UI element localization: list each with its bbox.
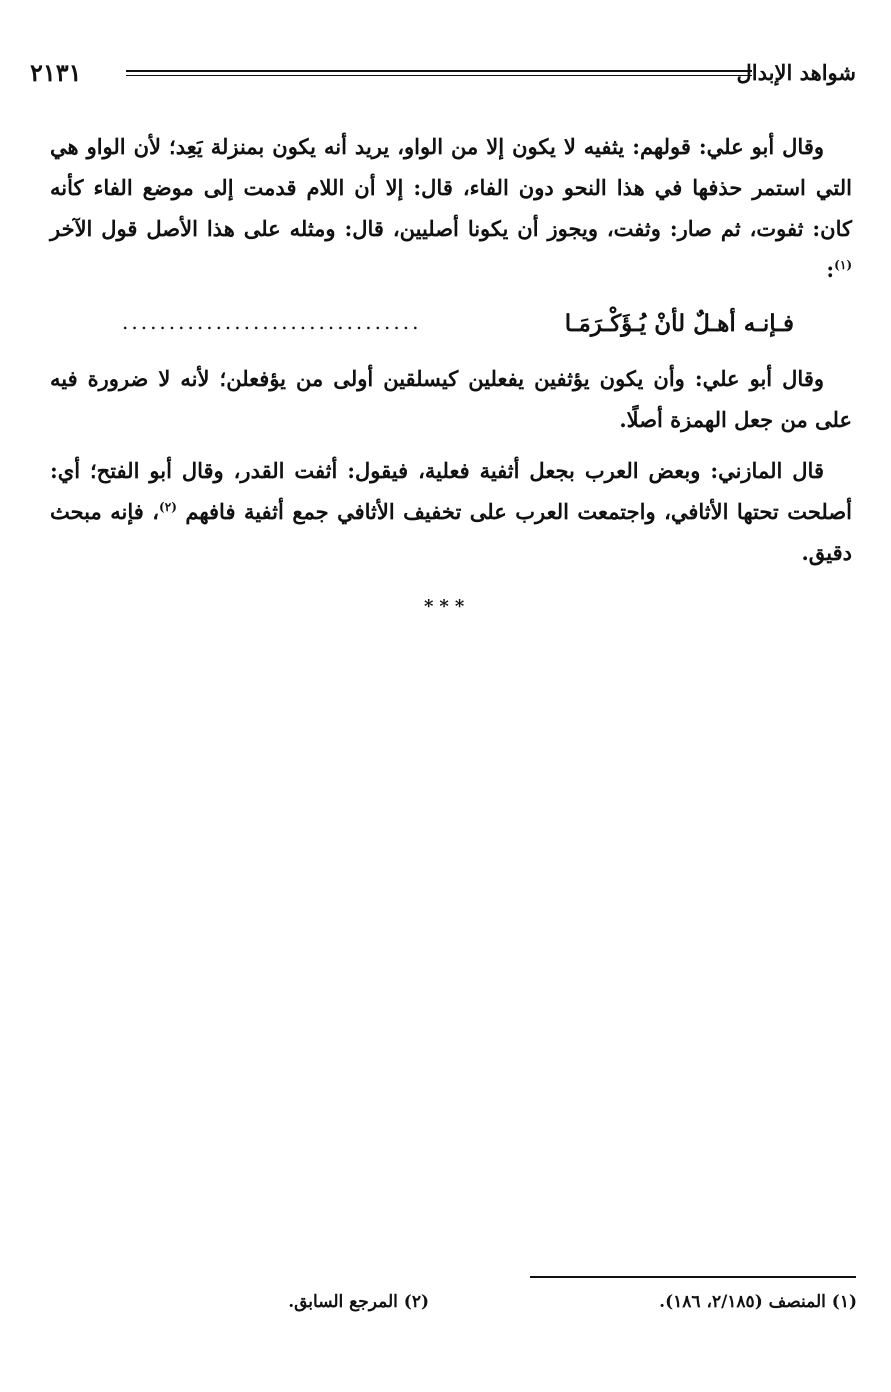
paragraph-text: قال المازني: وبعض العرب بجعل أثفية فعلية، فيقول: أثفت القدر، وقال أبو الفتح؛ أي: أصلحت تحتها الأثافي، واجتمعت العرب على تخفيف الأثافي جمع أثفية فافهم [50,458,853,524]
paragraph-mazini [50,450,852,573]
section-separator: *** [424,596,471,617]
paragraph-text-end: ، فإنه مبحث دقيق. [50,499,852,565]
footnote-ref-2: (٢) [159,500,177,514]
footnote-rule [530,1276,856,1278]
footnote-1: (١) المنصف (٢/١٨٥، ١٨٦). [659,1292,857,1312]
header-rule [126,70,752,72]
verse-hemistich: فـإنـه أهـلٌ لأنْ يُـؤَكْـرَمَـا [564,310,794,337]
footnote-2: (٢) المرجع السابق. [288,1292,429,1312]
paragraph-abu-ali-1 [50,126,852,290]
page-header [30,56,856,96]
poetry-verse [50,310,852,350]
paragraph-text: وقال أبو علي: وأن يكون يؤثفين يفعلين كيسلقين أولى من يؤفعلن؛ لأنه لا ضرورة فيه على من جعل الهمزة أصلًا. [50,366,852,432]
verse-dots: ................................ [122,310,422,334]
footnote-ref-1: (١) [834,258,852,272]
paragraph-abu-ali-2 [50,358,852,440]
header-rule-thin [126,75,752,76]
running-title: شواهد الإبدال [736,60,856,85]
page-number: ٢١٣١ [30,58,82,87]
paragraph-text: وقال أبو علي: قولهم: يثفيه لا يكون إلا من الواو، يريد أنه يكون بمنزلة يَعِد؛ لأن الواو هي التي استمر حذفها في هذا النحو دون الفاء، قال: إلا أن اللام قدمت إلى موضع الفاء كأنه كان: ثفوت، ثم صار: وثفت، ويجوز أن يكونا أصليين، قال: ومثله على هذا الأصل قول الآخر [50,134,852,241]
paragraph-end-colon: : [826,257,835,282]
